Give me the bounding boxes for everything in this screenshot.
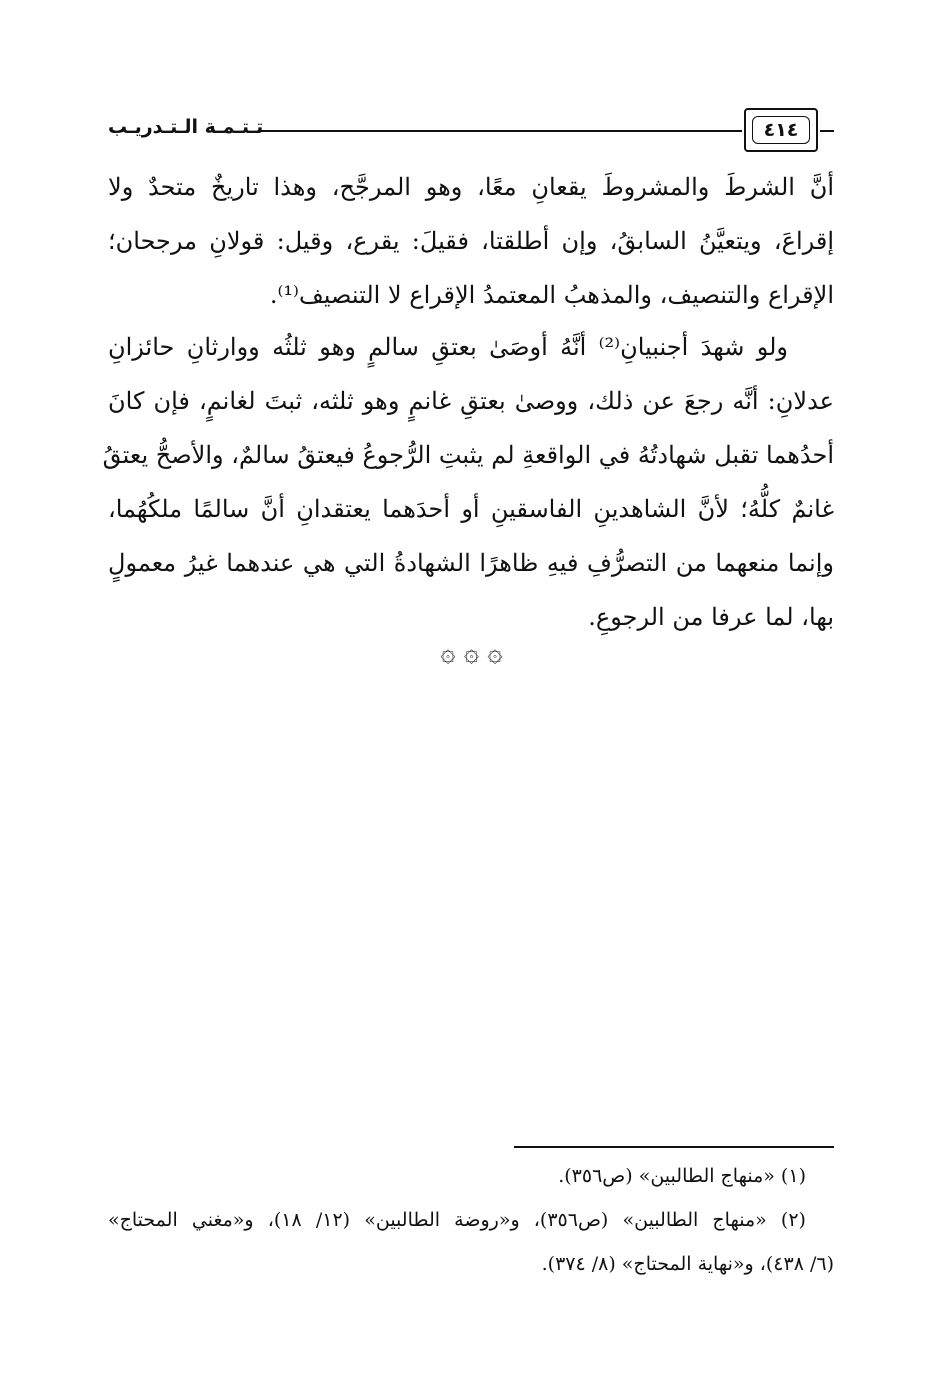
header-rule (258, 130, 742, 132)
paragraph-line: الإقراع والتنصيف، والمذهبُ المعتمدُ الإقراع لا التنصيف⁽¹⁾. (269, 281, 834, 309)
footnotes (108, 1154, 834, 1286)
footnote-separator (514, 1146, 834, 1148)
section-end-ornament: ۞ ۞ ۞ (440, 638, 503, 668)
paragraph-line: ولو شهدَ أجنبيانِ⁽²⁾ أنَّهُ أوصَىٰ بعتقِ سالمٍ وهو ثلثُه ووارثانِ حائزانِ (108, 333, 788, 361)
paragraph-line: أنَّ الشرطَ والمشروطَ يقعانِ معًا، وهو المرجَّح، وهذا تاريخٌ متحدٌ ولا (108, 173, 834, 201)
paragraph-line: بها، لما عرفا من الرجوعِ. (588, 603, 834, 631)
paragraph-line: إقراعَ، ويتعيَّنُ السابقُ، وإن أطلقتا، فقيلَ: يقرع، وقيل: قولانِ مرجحان؛ (108, 227, 834, 255)
paragraph-1 (108, 160, 834, 322)
page-number-frame (744, 108, 818, 152)
footnote-2-continued: (٦/ ٤٣٨)، و«نهاية المحتاج» (٨/ ٣٧٤). (541, 1253, 834, 1275)
header-rule-end (820, 130, 834, 132)
footnote-2: (٢) «منهاج الطالبين» (ص٣٥٦)، و«روضة الطالبين» (١٢/ ١٨)، و«مغني المحتاج» (108, 1209, 806, 1231)
page-header (108, 108, 834, 156)
running-title: تـتـمـة الـتـدريـب (108, 116, 264, 138)
paragraph-2 (102, 320, 834, 644)
page-number: ٤١٤ (752, 116, 810, 144)
paragraph-line: وإنما منعهما من التصرُّفِ فيهِ ظاهرًا الشهادةُ التي هي عندهما غيرُ معمولٍ (108, 549, 834, 577)
footnote-1: (١) «منهاج الطالبين» (ص٣٥٦). (558, 1165, 806, 1187)
paragraph-line: غانمٌ كلُّهُ؛ لأنَّ الشاهدينِ الفاسقينِ أو أحدَهما يعتقدانِ أنَّ سالمًا ملكُهُما، (108, 495, 834, 523)
paragraph-line: أحدُهما تقبل شهادتُهُ في الواقعةِ لم يثبتِ الرُّجوعُ فيعتقُ سالمٌ، والأصحُّ يعتقُ (102, 441, 834, 469)
paragraph-line: عدلانِ: أنَّه رجعَ عن ذلك، ووصىٰ بعتقِ غانمٍ وهو ثلثه، ثبتَ لغانمٍ، فإن كانَ (108, 387, 834, 415)
